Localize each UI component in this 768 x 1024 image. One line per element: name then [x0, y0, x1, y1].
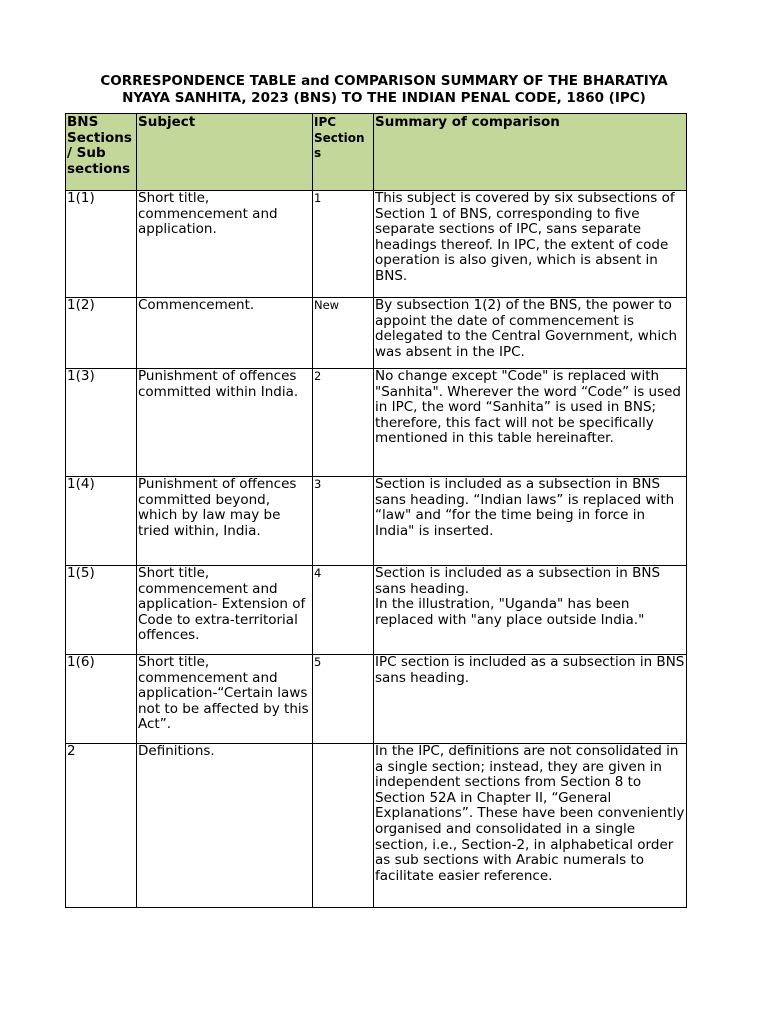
- cell-bns: 1(5): [66, 566, 137, 655]
- cell-summary: In the IPC, definitions are not consolidated in a single section; instead, they are given in independent sections from Section 8 to Section 52A in Chapter II, “General Explanations”. These have been conveniently organised and consolidated in a single section, i.e., Section-2, in alphabetical order as sub sections with Arabic numerals to facilitate easier reference.: [374, 744, 687, 908]
- cell-subject: Commencement.: [137, 298, 313, 369]
- cell-bns: 1(1): [66, 191, 137, 298]
- cell-ipc: 1: [313, 191, 374, 298]
- header-ipc-sections: IPC Section s: [313, 114, 374, 191]
- table-row: [66, 655, 687, 744]
- table-row: [66, 477, 687, 566]
- table-row: [66, 298, 687, 369]
- cell-bns: 1(2): [66, 298, 137, 369]
- cell-summary: Section is included as a subsection in BNS sans heading. “Indian laws” is replaced with “law" and “for the time being in force in India" is inserted.: [374, 477, 687, 566]
- cell-summary: No change except "Code" is replaced with "Sanhita". Wherever the word “Code” is used in IPC, the word “Sanhita” is used in BNS; therefore, this fact will not be specifically mentioned in this table hereinafter.: [374, 369, 687, 477]
- cell-ipc: 4: [313, 566, 374, 655]
- cell-subject: Short title, commencement and application- Extension of Code to extra-territorial offences.: [137, 566, 313, 655]
- cell-ipc: 5: [313, 655, 374, 744]
- table-row: [66, 369, 687, 477]
- header-summary: Summary of comparison: [374, 114, 687, 191]
- table-row: [66, 744, 687, 908]
- table-row: [66, 566, 687, 655]
- page-title-line-1: CORRESPONDENCE TABLE and COMPARISON SUMMARY OF THE BHARATIYA: [100, 73, 668, 89]
- cell-ipc: New: [313, 298, 374, 369]
- cell-bns: 1(4): [66, 477, 137, 566]
- cell-bns: 1(3): [66, 369, 137, 477]
- cell-bns: 1(6): [66, 655, 137, 744]
- cell-summary: By subsection 1(2) of the BNS, the power to appoint the date of commencement is delegated to the Central Government, which was absent in the IPC.: [374, 298, 687, 369]
- table-header-row: [66, 114, 687, 191]
- correspondence-table: [65, 113, 687, 908]
- cell-ipc: [313, 744, 374, 908]
- cell-summary: This subject is covered by six subsections of Section 1 of BNS, corresponding to five separate sections of IPC, sans separate headings thereof. In IPC, the extent of code operation is also given, which is absent in BNS.: [374, 191, 687, 298]
- cell-subject: Punishment of offences committed beyond, which by law may be tried within, India.: [137, 477, 313, 566]
- cell-summary: Section is included as a subsection in BNS sans heading. In the illustration, "Uganda" has been replaced with "any place outside India.": [374, 566, 687, 655]
- cell-ipc: 3: [313, 477, 374, 566]
- cell-subject: Short title, commencement and application-“Certain laws not to be affected by this Act”.: [137, 655, 313, 744]
- header-bns-sections: BNS Sections / Sub sections: [66, 114, 137, 191]
- cell-subject: Definitions.: [137, 744, 313, 908]
- page-title: [40, 73, 728, 107]
- header-subject: Subject: [137, 114, 313, 191]
- cell-summary: IPC section is included as a subsection in BNS sans heading.: [374, 655, 687, 744]
- cell-ipc: 2: [313, 369, 374, 477]
- page-title-line-2: NYAYA SANHITA, 2023 (BNS) TO THE INDIAN PENAL CODE, 1860 (IPC): [122, 90, 646, 106]
- cell-subject: Punishment of offences committed within India.: [137, 369, 313, 477]
- cell-subject: Short title, commencement and application.: [137, 191, 313, 298]
- cell-bns: 2: [66, 744, 137, 908]
- table-row: [66, 191, 687, 298]
